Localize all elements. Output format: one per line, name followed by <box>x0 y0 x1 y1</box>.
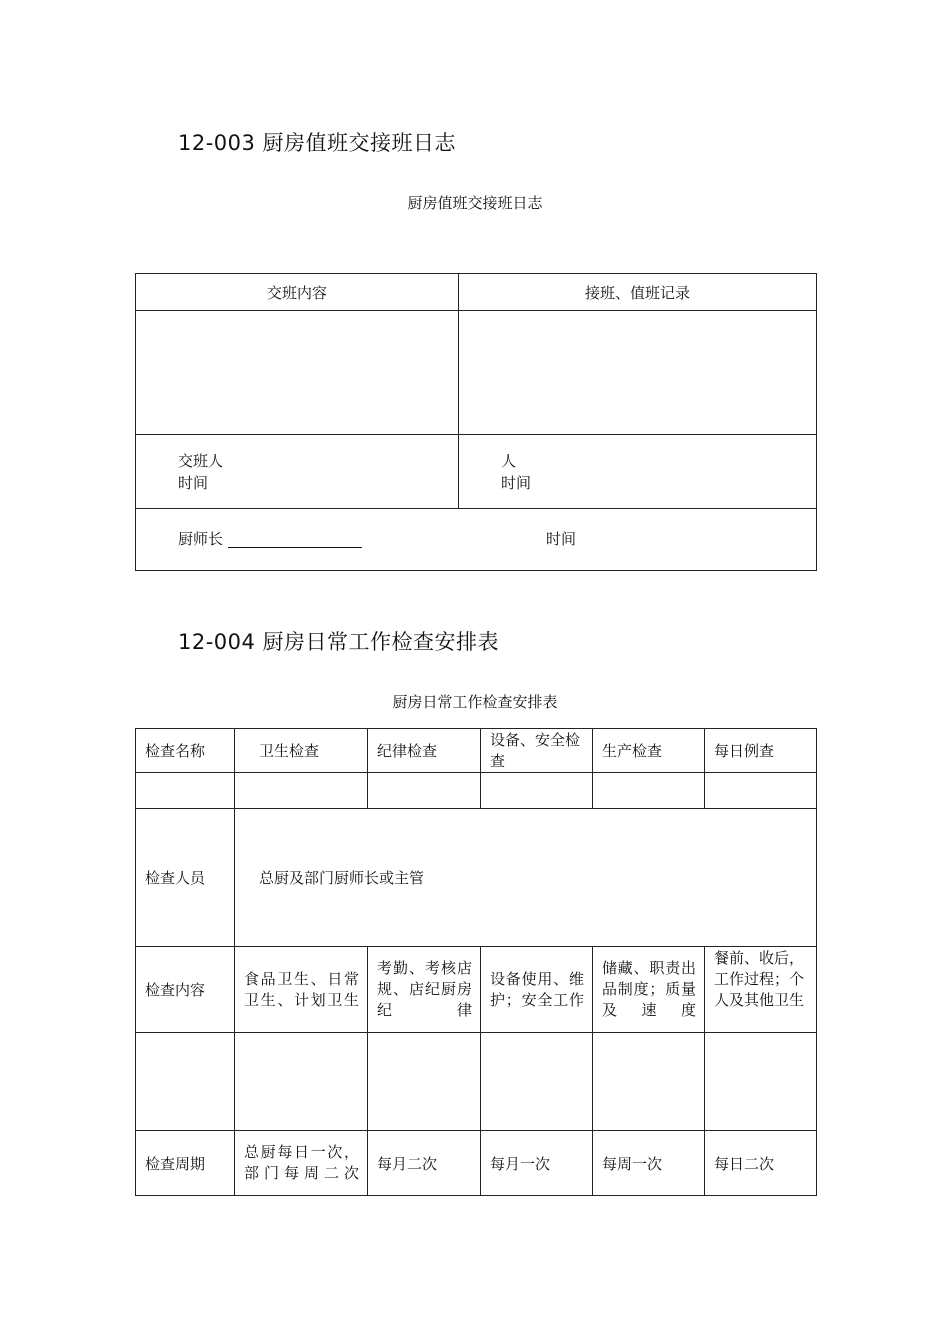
content-production: 储藏、职责出品制度；质量及速度 <box>593 947 705 1033</box>
column-header-discipline: 纪律检查 <box>368 729 481 773</box>
column-header-daily: 每日例查 <box>705 729 817 773</box>
column-header-equipment-safety: 设备、安全检查 <box>481 729 593 773</box>
cycle-hygiene: 总厨每日一次，部门每周二次 <box>235 1131 368 1196</box>
empty-cell[interactable] <box>593 1033 705 1131</box>
handover-content-cell[interactable] <box>136 311 459 435</box>
content-equipment-safety: 设备使用、维护；安全工作 <box>481 947 593 1033</box>
empty-cell[interactable] <box>235 773 368 809</box>
table-title-shift-log: 厨房值班交接班日志 <box>407 194 543 212</box>
section-heading-inspection: 12-004 厨房日常工作检查安排表 <box>178 630 500 654</box>
row-label-content: 检查内容 <box>136 947 235 1033</box>
chef-signature-line[interactable] <box>228 547 362 548</box>
handover-person-label: 交班人 <box>178 451 224 470</box>
section-heading-shift-log: 12-003 厨房值班交接班日志 <box>178 131 457 155</box>
empty-cell[interactable] <box>136 773 235 809</box>
empty-cell[interactable] <box>368 773 481 809</box>
column-header-hygiene: 卫生检查 <box>235 729 368 773</box>
handover-time-label: 时间 <box>178 473 209 492</box>
shift-handover-table <box>135 273 817 571</box>
empty-cell[interactable] <box>481 773 593 809</box>
cycle-equipment-safety: 每月一次 <box>481 1131 593 1196</box>
row-label-cycle: 检查周期 <box>136 1131 235 1196</box>
cycle-daily: 每日二次 <box>705 1131 817 1196</box>
shift-record-cell[interactable] <box>459 311 817 435</box>
content-hygiene: 食品卫生、日常卫生、计划卫生 <box>235 947 368 1033</box>
cycle-production: 每周一次 <box>593 1131 705 1196</box>
chef-sign-cell <box>136 509 817 571</box>
handover-sign-cell <box>136 435 459 509</box>
receiver-person-label: 人 <box>501 451 517 470</box>
content-daily: 餐前、收后，工作过程；个人及其他卫生 <box>705 947 817 1033</box>
content-discipline: 考勤、考核店规、店纪厨房纪律 <box>368 947 481 1033</box>
empty-cell[interactable] <box>136 1033 235 1131</box>
inspection-schedule-table <box>135 728 817 1196</box>
empty-cell[interactable] <box>705 773 817 809</box>
cycle-discipline: 每月二次 <box>368 1131 481 1196</box>
handover-content-header: 交班内容 <box>136 274 459 311</box>
receiver-time-label: 时间 <box>501 473 532 492</box>
row-label-name: 检查名称 <box>136 729 235 773</box>
empty-cell[interactable] <box>705 1033 817 1131</box>
staff-value: 总厨及部门厨师长或主管 <box>235 809 817 947</box>
empty-cell[interactable] <box>235 1033 368 1131</box>
row-label-staff: 检查人员 <box>136 809 235 947</box>
empty-cell[interactable] <box>481 1033 593 1131</box>
table-title-inspection: 厨房日常工作检查安排表 <box>392 693 558 711</box>
empty-cell[interactable] <box>593 773 705 809</box>
chef-time-label: 时间 <box>546 530 577 548</box>
receiver-sign-cell <box>459 435 817 509</box>
column-header-production: 生产检查 <box>593 729 705 773</box>
empty-cell[interactable] <box>368 1033 481 1131</box>
chef-label: 厨师长 <box>178 530 224 548</box>
shift-record-header: 接班、值班记录 <box>459 274 817 311</box>
